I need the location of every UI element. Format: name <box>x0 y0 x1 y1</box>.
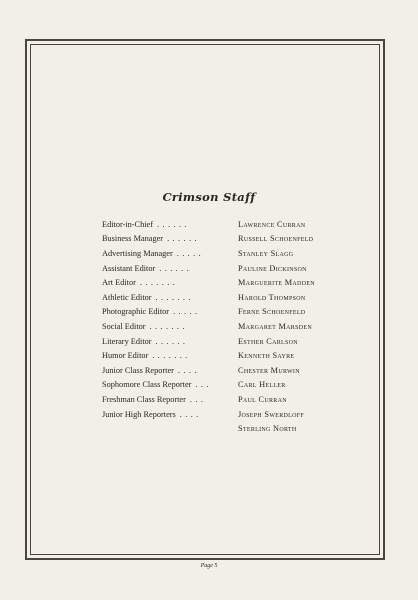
staff-row <box>102 246 342 261</box>
staff-name: Joseph Swerdloff <box>238 409 305 419</box>
leader-dots: ...... <box>159 263 193 273</box>
staff-row <box>102 319 342 334</box>
staff-row <box>102 305 342 320</box>
staff-row <box>102 334 342 349</box>
staff-name: Paul Curran <box>238 394 287 404</box>
leader-dots: ....... <box>155 292 194 302</box>
staff-row <box>102 348 342 363</box>
leader-dots: ...... <box>167 234 200 244</box>
staff-name: Sterling North <box>238 424 297 434</box>
staff-role: Photographic Editor <box>102 307 170 317</box>
staff-role: Editor-in-Chief <box>102 219 153 229</box>
staff-name: Ferne Schoenfeld <box>238 307 306 317</box>
page-heading: Crimson Staff <box>162 190 256 204</box>
page-number: Page 5 <box>200 563 218 569</box>
staff-row <box>102 363 342 378</box>
leader-dots: ... <box>195 380 212 390</box>
staff-role: Art Editor <box>102 278 136 288</box>
staff-row <box>102 392 342 407</box>
leader-dots: ....... <box>152 351 191 361</box>
staff-row <box>102 421 342 436</box>
staff-name: Esther Carlson <box>238 336 298 346</box>
staff-row <box>102 217 342 232</box>
leader-dots: ...... <box>157 219 190 229</box>
staff-name: Marguerite Madden <box>238 278 315 288</box>
staff-name: Margaret Marsden <box>238 321 312 331</box>
staff-row <box>102 378 342 393</box>
staff-role: Assistant Editor <box>102 263 156 273</box>
staff-row <box>102 275 342 290</box>
staff-role: Humor Editor <box>102 351 149 361</box>
staff-role: Social Editor <box>102 321 146 331</box>
staff-role: Freshman Class Reporter <box>102 394 186 404</box>
staff-roster <box>102 217 342 436</box>
leader-dots: ..... <box>173 307 201 317</box>
staff-row <box>102 407 342 422</box>
leader-dots: .... <box>177 365 200 375</box>
staff-row <box>102 261 342 276</box>
staff-name: Lawrence Curran <box>238 219 306 229</box>
staff-row <box>102 290 342 305</box>
staff-name: Chester Murwin <box>238 365 300 375</box>
leader-dots: .... <box>179 409 202 419</box>
staff-role: Advertising Manager <box>102 248 173 258</box>
staff-role: Literary Editor <box>102 336 152 346</box>
staff-row <box>102 232 342 247</box>
staff-role: Athletic Editor <box>102 292 152 302</box>
staff-name: Russell Schoenfeld <box>238 234 314 244</box>
leader-dots: ....... <box>139 278 179 288</box>
staff-name: Stanley Slagg <box>238 248 294 258</box>
staff-role: Junior Class Reporter <box>102 365 174 375</box>
staff-role: Sophomore Class Reporter <box>102 380 192 390</box>
leader-dots: ..... <box>176 248 205 258</box>
staff-role: Business Manager <box>102 234 164 244</box>
staff-name: Kenneth Sayre <box>238 351 295 361</box>
staff-role: Junior High Reporters <box>102 409 176 419</box>
leader-dots: ...... <box>155 336 189 346</box>
staff-name: Carl Heller <box>238 380 286 390</box>
staff-name: Pauline Dickinson <box>238 263 307 273</box>
leader-dots: ... <box>189 394 207 404</box>
leader-dots: ....... <box>149 321 188 331</box>
staff-name: Harold Thompson <box>238 292 306 302</box>
